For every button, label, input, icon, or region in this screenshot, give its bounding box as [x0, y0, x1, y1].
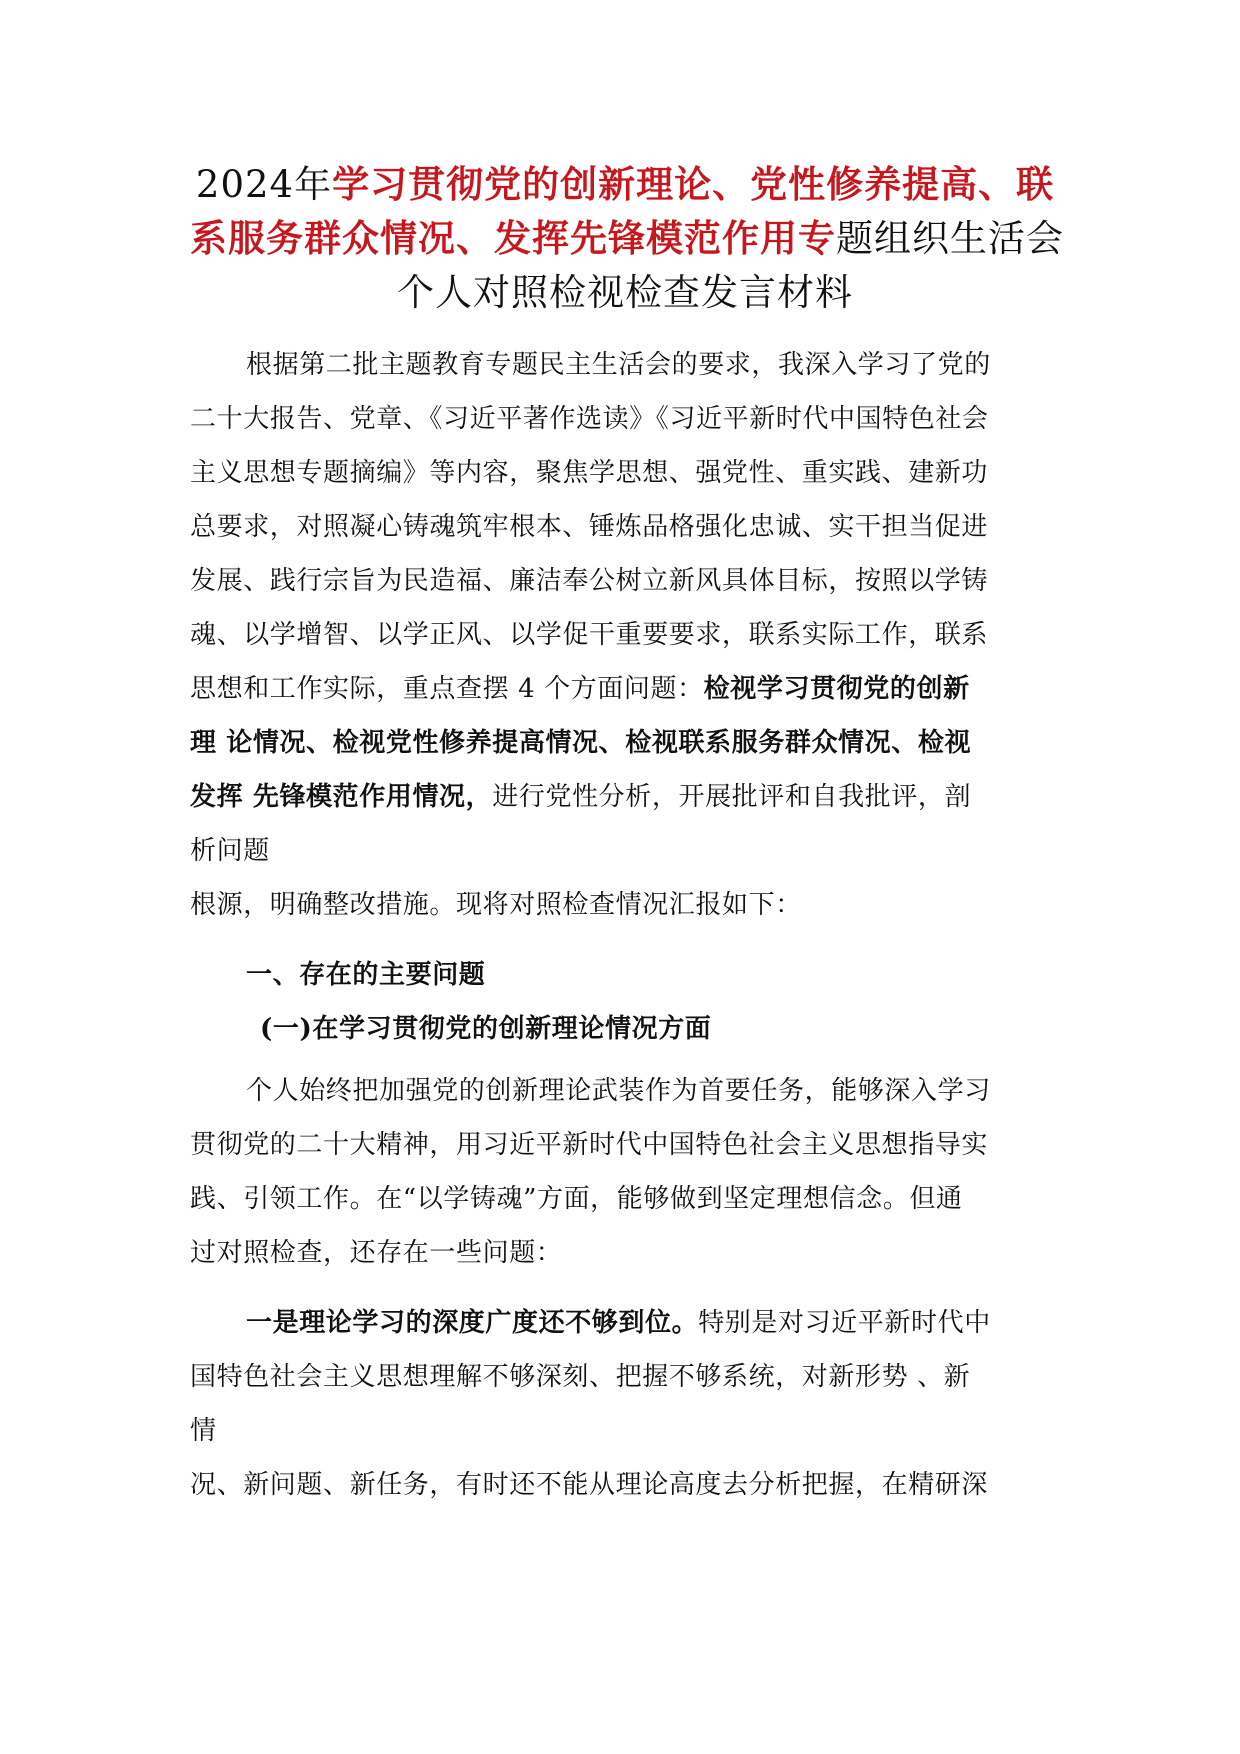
para1-line: 根源，明确整改措施。现将对照检查情况汇报如下： [190, 890, 802, 920]
spacer [190, 932, 1050, 940]
para1-line [190, 662, 1050, 716]
spacer [190, 1056, 1050, 1064]
para2-line: 过对照检查，还存在一些问题： [190, 1238, 563, 1268]
para1-line: 总要求，对照凝心铸魂筑牢根本、锤炼品格强化忠诚、实干担当促进 [190, 512, 989, 542]
title-black-part-2: 题组织生活会 [836, 217, 1064, 260]
para3-line: 情 [190, 1416, 217, 1446]
title-year: 2024年 [195, 163, 333, 206]
para1-bold-line: 理 论情况、检视党性修养提高情况、检视联系服务群众情况、检视 [190, 728, 972, 758]
para1-line [190, 770, 1050, 824]
para1-bold-text: 发挥 先锋模范作用情况， [190, 782, 493, 812]
para3-text: 特别是对习近平新时代中 [698, 1308, 991, 1338]
title-line-1 [190, 158, 1060, 212]
para1-text: 思想和工作实际，重点查摆 4 个方面问题： [190, 674, 704, 704]
para1-line: 根据第二批主题教育专题民主生活会的要求，我深入学习了党的 [246, 350, 991, 380]
title-red-part-2: 系服务群众情况、发挥先锋模范作用专 [190, 216, 836, 260]
para2-line: 贯彻党的二十大精神，用习近平新时代中国特色社会主义思想指导实 [190, 1130, 989, 1160]
para1-line: 二十大报告、党章、《习近平著作选读》《习近平新时代中国特色社会 [190, 404, 989, 434]
title-red-part-1: 学习贯彻党的创新理论、党性修养提高、联 [332, 162, 1055, 206]
para1-line: 发展、践行宗旨为民造福、廉洁奉公树立新风具体目标，按照以学铸 [190, 566, 989, 596]
para3-line: 况、新问题、新任务，有时还不能从理论高度去分析把握，在精研深 [190, 1470, 989, 1500]
para3-bold-lead: 一是理论学习的深度广度还不够到位。 [246, 1308, 699, 1338]
document-title [190, 158, 1064, 320]
title-line-3: 个人对照检视检查发言材料 [397, 271, 853, 314]
para3-line: 国特色社会主义思想理解不够深刻、把握不够系统，对新形势 、新 [190, 1362, 971, 1392]
document-body [190, 338, 1050, 1512]
spacer [190, 1280, 1050, 1296]
para1-line: 魂、以学增智、以学正风、以学促干重要要求，联系实际工作，联系 [190, 620, 989, 650]
para3-line [190, 1296, 1050, 1350]
para1-text: 进行党性分析，开展批评和自我批评，剖 [492, 782, 972, 812]
para1-line: 主义思想专题摘编》等内容，聚焦学思想、强党性、重实践、建新功 [190, 458, 989, 488]
para1-bold-text: 检视学习贯彻党的创新 [703, 674, 970, 704]
title-line-2 [190, 212, 1064, 266]
para2-line: 个人始终把加强党的创新理论武装作为首要任务，能够深入学习 [246, 1076, 991, 1106]
subsection-heading: (一)在学习贯彻党的创新理论情况方面 [260, 1014, 712, 1044]
para2-line: 践、引领工作。在“以学铸魂”方面，能够做到坚定理想信念。但通 [190, 1184, 963, 1214]
para1-line: 析问题 [190, 836, 270, 866]
section-heading: 一、存在的主要问题 [246, 960, 486, 990]
